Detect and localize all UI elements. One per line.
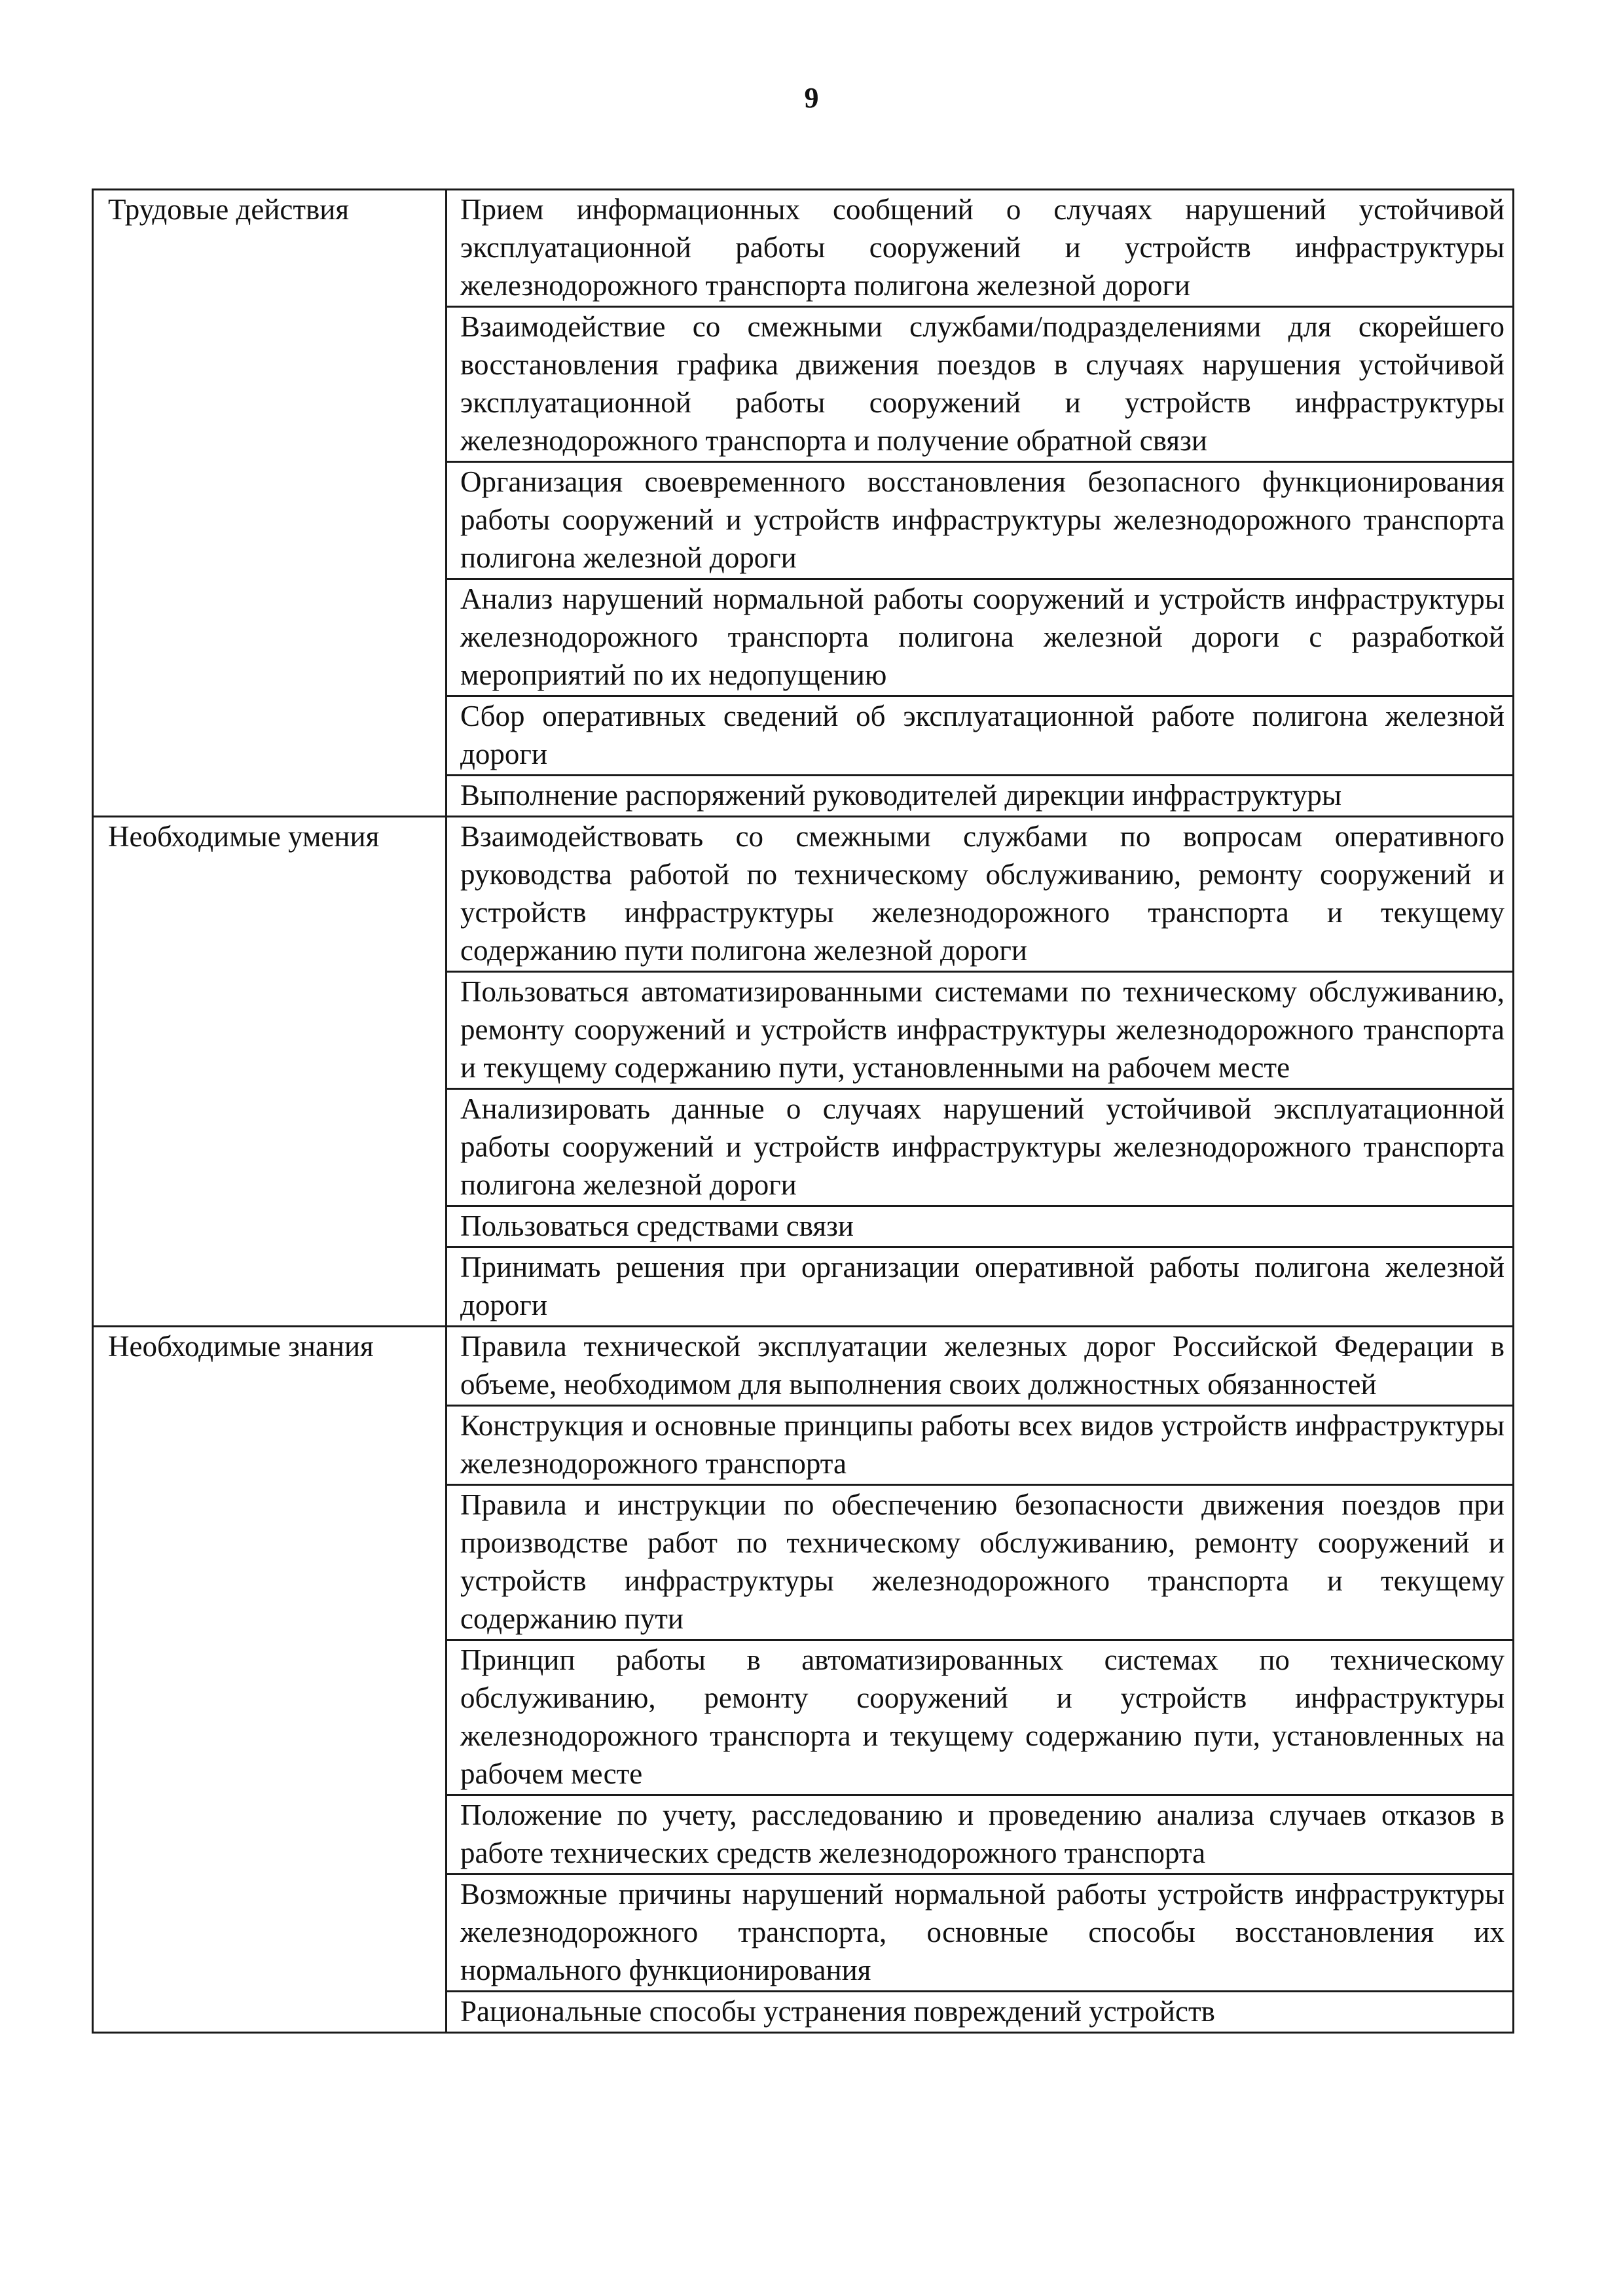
table-row: [93, 817, 1514, 972]
table-cell: Взаимодействовать со смежными службами по вопросам оперативного руководства работой по техническому обслуживанию, ремонту сооружений и устройств инфраструктуры железнодорожного транспорта и текущему содержанию пути полигона железной дороги: [447, 817, 1514, 972]
table-cell: Возможные причины нарушений нормальной работы устройств инфраструктуры железнодорожного транспорта, основные способы восстановления их нормального функционирования: [447, 1874, 1514, 1992]
table-cell: Принцип работы в автоматизированных системах по техническому обслуживанию, ремонту сооружений и устройств инфраструктуры железнодорожного транспорта и текущему содержанию пути, установленных на рабочем месте: [447, 1640, 1514, 1795]
table-cell: Прием информационных сообщений о случаях нарушений устойчивой эксплуатационной работы сооружений и устройств инфраструктуры железнодорожного транспорта полигона железной дороги: [447, 190, 1514, 307]
competency-table: [92, 188, 1514, 2034]
table-row: [93, 190, 1514, 307]
table-cell: Рациональные способы устранения повреждений устройств: [447, 1992, 1514, 2033]
table-cell: Пользоваться средствами связи: [447, 1206, 1514, 1247]
table-cell: Конструкция и основные принципы работы всех видов устройств инфраструктуры железнодорожного транспорта: [447, 1406, 1514, 1485]
table-cell: Правила и инструкции по обеспечению безопасности движения поездов при производстве работ по техническому обслуживанию, ремонту сооружений и устройств инфраструктуры железнодорожного транспорта и текущему содержанию пути: [447, 1485, 1514, 1640]
table-cell: Положение по учету, расследованию и проведению анализа случаев отказов в работе технических средств железнодорожного транспорта: [447, 1795, 1514, 1874]
table-cell: Правила технической эксплуатации железных дорог Российской Федерации в объеме, необходимом для выполнения своих должностных обязанностей: [447, 1327, 1514, 1406]
page-number: 9: [804, 82, 819, 114]
table-cell: Взаимодействие со смежными службами/подразделениями для скорейшего восстановления графика движения поездов в случаях нарушения устойчивой эксплуатационной работы сооружений и устройств инфраструктуры железнодорожного транспорта и получение обратной связи: [447, 307, 1514, 462]
table-cell: Сбор оперативных сведений об эксплуатационной работе полигона железной дороги: [447, 696, 1514, 776]
table-cell: Анализ нарушений нормальной работы сооружений и устройств инфраструктуры железнодорожного транспорта полигона железной дороги с разработкой мероприятий по их недопущению: [447, 579, 1514, 696]
category-required-knowledge: Необходимые знания: [93, 1327, 447, 2033]
table-cell: Принимать решения при организации оперативной работы полигона железной дороги: [447, 1247, 1514, 1327]
table-row: [93, 1327, 1514, 1406]
category-labor-actions: Трудовые действия: [93, 190, 447, 817]
table-cell: Пользоваться автоматизированными системами по техническому обслуживанию, ремонту сооружений и устройств инфраструктуры железнодорожного транспорта и текущему содержанию пути, установленными на рабочем месте: [447, 972, 1514, 1089]
table-cell: Анализировать данные о случаях нарушений устойчивой эксплуатационной работы сооружений и устройств инфраструктуры железнодорожного транспорта полигона железной дороги: [447, 1089, 1514, 1206]
category-required-skills: Необходимые умения: [93, 817, 447, 1327]
table-cell: Выполнение распоряжений руководителей дирекции инфраструктуры: [447, 776, 1514, 817]
table-cell: Организация своевременного восстановления безопасного функционирования работы сооружений и устройств инфраструктуры железнодорожного транспорта полигона железной дороги: [447, 462, 1514, 579]
